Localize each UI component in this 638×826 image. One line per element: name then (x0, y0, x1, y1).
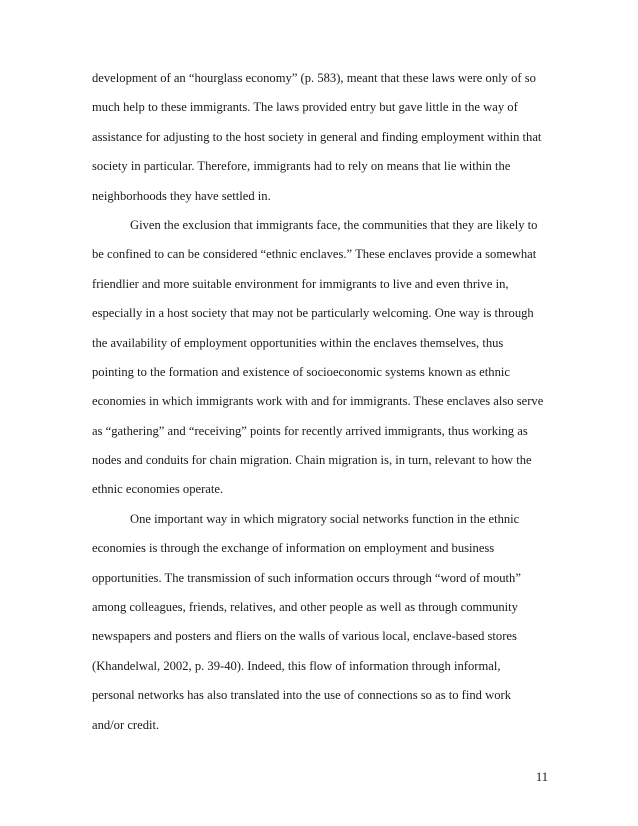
text-line: economies in which immigrants work with and for immigrants. These enclaves also serve (92, 394, 544, 409)
text-line: newspapers and posters and fliers on the walls of various local, enclave-based stores (92, 629, 517, 644)
text-line: much help to these immigrants. The laws provided entry but gave little in the way of (92, 100, 518, 115)
text-line: pointing to the formation and existence of socioeconomic systems known as ethnic (92, 364, 510, 379)
text-line: (Khandelwal, 2002, p. 39-40). Indeed, this flow of information through informal, (92, 658, 501, 673)
text-line: development of an “hourglass economy” (p. 583), meant that these laws were only of so (92, 71, 536, 85)
text-line: especially in a host society that may not be particularly welcoming. One way is through (92, 306, 534, 321)
text-line: as “gathering” and “receiving” points for recently arrived immigrants, thus working as (92, 423, 528, 438)
paragraph-first-line: One important way in which migratory social networks function in the ethnic (130, 511, 520, 526)
page-number: 11 (535, 770, 548, 784)
text-line: opportunities. The transmission of such information occurs through “word of mouth” (92, 570, 521, 585)
text-line: nodes and conduits for chain migration. Chain migration is, in turn, relevant to how the (92, 453, 532, 468)
text-line: among colleagues, friends, relatives, and other people as well as through community (92, 600, 518, 615)
paragraph-first-line: Given the exclusion that immigrants face, the communities that they are likely to (130, 217, 538, 232)
text-line: ethnic economies operate. (92, 482, 224, 497)
body-text (92, 64, 548, 740)
text-line: neighborhoods they have settled in. (92, 188, 271, 203)
text-line: economies is through the exchange of information on employment and business (92, 541, 495, 556)
text-line: and/or credit. (92, 717, 160, 732)
text-line: be confined to can be considered “ethnic enclaves.” These enclaves provide a somewhat (92, 247, 537, 262)
text-line: the availability of employment opportunities within the enclaves themselves, thus (92, 335, 504, 350)
text-line: friendlier and more suitable environment for immigrants to live and even thrive in, (92, 276, 509, 291)
text-line: personal networks has also translated into the use of connections so as to find work (92, 688, 512, 703)
text-line: society in particular. Therefore, immigrants had to rely on means that lie within the (92, 159, 511, 174)
text-line: assistance for adjusting to the host society in general and finding employment within that (92, 129, 542, 144)
